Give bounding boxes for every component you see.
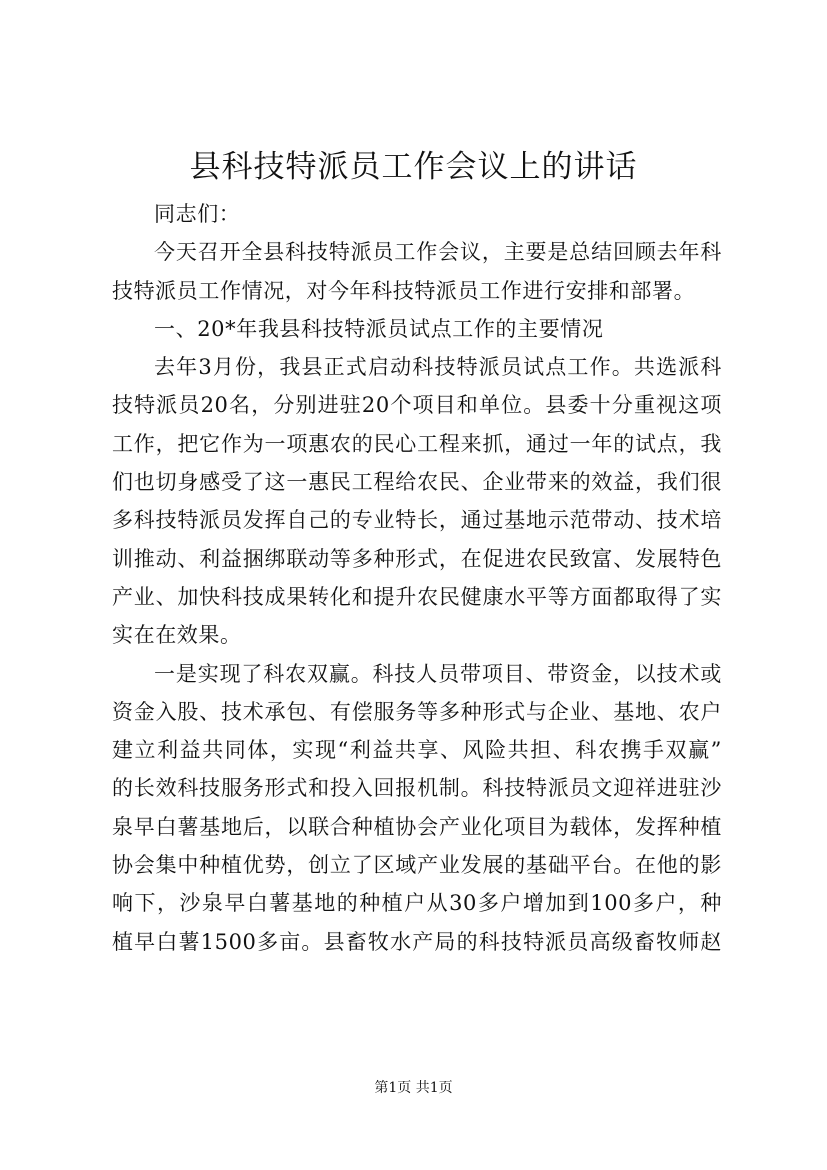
text-line: 工作，把它作为一项惠农的民心工程来抓，通过一年的试点，我: [112, 431, 722, 456]
text-line: 的长效科技服务形式和投入回报机制。科技特派员文迎祥进驻沙: [112, 776, 722, 801]
text-line: 一是实现了科农双赢。科技人员带项目、带资金，以技术或: [154, 661, 722, 686]
text-line: 实在在效果。: [112, 623, 242, 648]
text-line: 协会集中种植优势，创立了区域产业发展的基础平台。在他的影: [112, 853, 722, 878]
text-line: 泉早白薯基地后，以联合种植协会产业化项目为载体，发挥种植: [112, 814, 722, 839]
text-line: 技特派员工作情况，对今年科技特派员工作进行安排和部署。: [112, 278, 696, 303]
text-line: 技特派员20名，分别进驻20个项目和单位。县委十分重视这项: [112, 393, 722, 418]
text-line: 们也切身感受了这一惠民工程给农民、企业带来的效益，我们很: [112, 470, 722, 495]
text-line: 多科技特派员发挥自己的专业特长，通过基地示范带动、技术培: [112, 508, 722, 533]
text-line: 去年3月份，我县正式启动科技特派员试点工作。共选派科: [154, 355, 722, 380]
text-line: 资金入股、技术承包、有偿服务等多种形式与企业、基地、农户: [112, 699, 722, 724]
page-footer: 第1页 共1页: [374, 1080, 453, 1096]
salutation-line: 同志们：: [154, 202, 241, 226]
text-line: 响下，沙泉早白薯基地的种植户从30多户增加到100多户，种: [112, 891, 722, 916]
document-title: 县科技特派员工作会议上的讲话: [189, 149, 638, 185]
section-heading: 一、20*年我县科技特派员试点工作的主要情况: [154, 316, 604, 341]
text-line: 产业、加快科技成果转化和提升农民健康水平等方面都取得了实: [112, 584, 722, 609]
text-line: 植早白薯1500多亩。县畜牧水产局的科技特派员高级畜牧师赵: [112, 929, 722, 954]
text-line: 训推动、利益捆绑联动等多种形式，在促进农民致富、发展特色: [112, 546, 722, 571]
document-body: [112, 195, 722, 961]
text-line: 建立利益共同体，实现“利益共享、风险共担、科农携手双赢”: [112, 738, 722, 763]
text-line: 今天召开全县科技特派员工作会议，主要是总结回顾去年科: [154, 240, 722, 265]
